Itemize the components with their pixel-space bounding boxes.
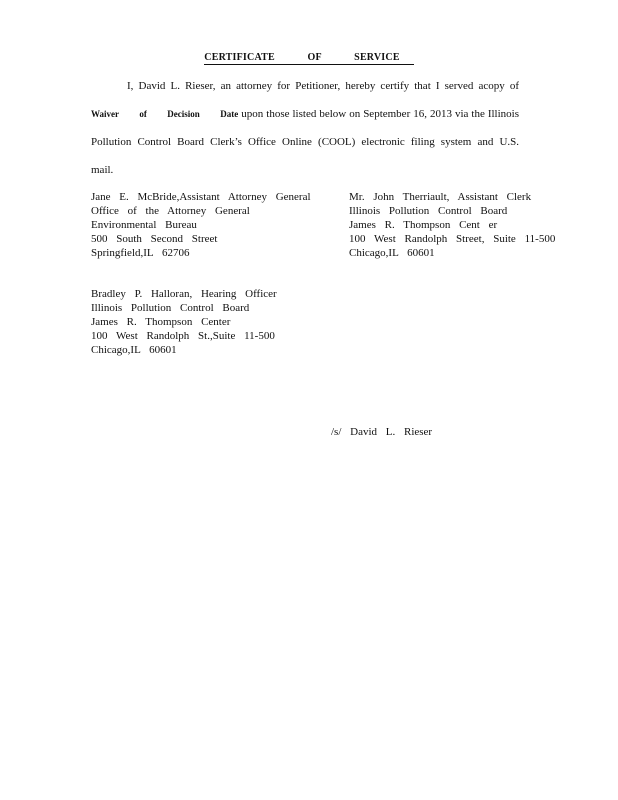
- address-line: Springfield,IL 62706: [91, 247, 190, 259]
- address-line: 100 West Randolph Street, Suite 11-500: [349, 233, 556, 245]
- address-line: Jane E. McBride,Assistant Attorney General: [91, 191, 311, 203]
- address-line: Office of the Attorney General: [91, 205, 250, 217]
- address-line: James R. Thompson Cent er: [349, 219, 498, 231]
- recipient-address-2: [349, 190, 555, 260]
- signature: /s/ David L. Rieser: [331, 426, 433, 438]
- paragraph-line-3: Pollution Control Board Clerk’s Office Online (COOL) electronic filing system and U.S.: [91, 136, 519, 148]
- recipient-address-1: [91, 190, 311, 260]
- address-line: Environmental Bureau: [91, 219, 197, 231]
- address-line: Mr. John Therriault, Assistant Clerk: [349, 191, 532, 203]
- address-line: Chicago,IL 60601: [91, 344, 177, 356]
- address-line: Illinois Pollution Control Board: [349, 205, 508, 217]
- paragraph-line-2: [91, 100, 519, 128]
- document-name: Waiver of Decision Date: [91, 109, 239, 119]
- address-line: 100 West Randolph St.,Suite 11-500: [91, 330, 275, 342]
- certification-paragraph: [91, 72, 519, 184]
- address-line: Chicago,IL 60601: [349, 247, 435, 259]
- title-text: CERTIFICATE OF SERVICE: [204, 52, 413, 65]
- document-title: [0, 52, 618, 63]
- paragraph-line-2-rest: upon those listed below on September 16, 2013 via the Illinois: [241, 108, 519, 120]
- recipient-address-3: [91, 287, 277, 357]
- address-line: James R. Thompson Center: [91, 316, 231, 328]
- paragraph-line-4: mail.: [91, 164, 114, 176]
- address-line: Bradley P. Halloran, Hearing Officer: [91, 288, 277, 300]
- paragraph-line-1: I, David L. Rieser, an attorney for Petitioner, hereby certify that I served acopy of: [127, 80, 519, 92]
- address-line: Illinois Pollution Control Board: [91, 302, 250, 314]
- address-line: 500 South Second Street: [91, 233, 218, 245]
